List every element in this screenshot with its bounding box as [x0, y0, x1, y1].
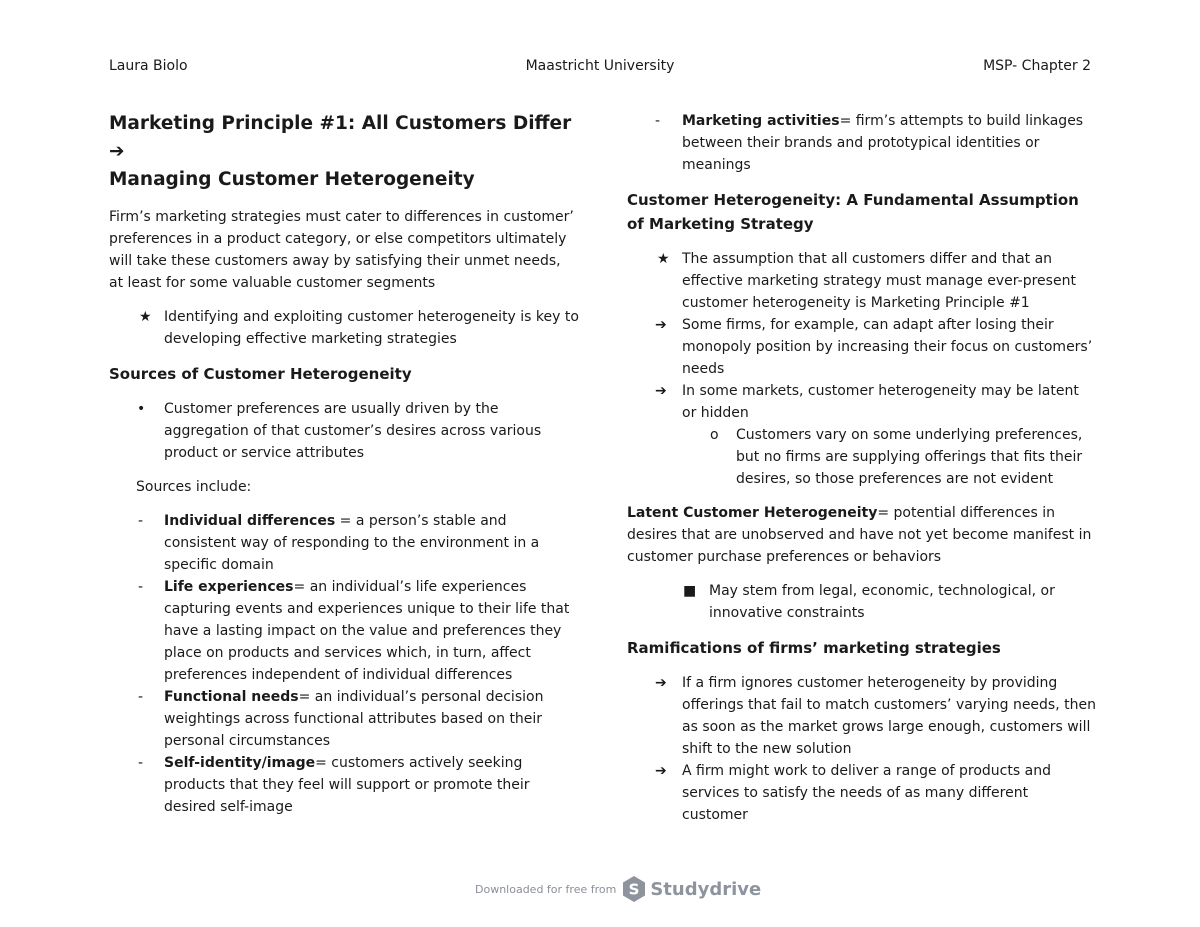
- list-item: ➔ If a firm ignores customer heterogeneity by providing offerings that fail to match customers’ varying needs, then as soon as the market grows large enough, customers will shift to the new solution: [627, 672, 1097, 760]
- studydrive-brand: Studydrive: [650, 878, 762, 900]
- arrow-icon: ➔: [655, 317, 667, 333]
- star-icon: ★: [139, 309, 152, 325]
- right-column: [627, 110, 1097, 826]
- dash-icon: -: [138, 513, 144, 529]
- downloaded-label: Downloaded for free from: [475, 882, 617, 896]
- left-column: [109, 110, 579, 818]
- square-bullet-icon: ■: [683, 583, 697, 599]
- dash-icon: -: [138, 755, 144, 771]
- list-item: ➔ A firm might work to deliver a range of products and services to satisfy the needs of as many different customer: [627, 760, 1097, 826]
- definitions-list: [109, 510, 579, 818]
- definition-item: - Marketing activities= firm’s attempts to build linkages between their brands and prototypical identities or meanings: [627, 110, 1097, 176]
- list-item: ➔ Some firms, for example, can adapt after losing their monopoly position by increasing their focus on customers’ needs: [627, 314, 1097, 380]
- studydrive-logo-icon: [622, 875, 646, 903]
- header-university: Maastricht University: [525, 58, 675, 74]
- header-chapter: MSP- Chapter 2: [983, 58, 1091, 74]
- header-author: Laura Biolo: [109, 58, 188, 74]
- list-item: ■ May stem from legal, economic, technological, or innovative constraints: [627, 580, 1097, 624]
- list-item: • Customer preferences are usually driven by the aggregation of that customer’s desires across various product or service attributes: [109, 398, 579, 464]
- definition-item: - Functional needs= an individual’s personal decision weightings across functional attributes based on their personal circumstances: [109, 686, 579, 752]
- definition-item: - Individual differences = a person’s stable and consistent way of responding to the environment in a specific domain: [109, 510, 579, 576]
- circle-bullet-icon: o: [710, 427, 719, 443]
- sources-include-label: Sources include:: [136, 479, 252, 495]
- arrow-icon: ➔: [655, 763, 667, 779]
- footer-watermark: [475, 872, 761, 906]
- star-icon: ★: [657, 251, 670, 267]
- list-item: ★ Identifying and exploiting customer heterogeneity is key to developing effective marketing strategies: [109, 306, 579, 350]
- list-item: ➔ In some markets, customer heterogeneity may be latent or hidden: [627, 380, 1097, 424]
- section-heading-fundamental: Customer Heterogeneity: A Fundamental Assumption of Marketing Strategy: [627, 191, 1079, 233]
- latent-definition: Latent Customer Heterogeneity= potential differences in desires that are unobserved and have not yet become manifest in customer purchase preferences or behaviors: [627, 505, 1092, 565]
- dash-icon: -: [655, 113, 661, 129]
- principle-title: Marketing Principle #1: All Customers Differ ➔ Managing Customer Heterogeneity: [109, 113, 572, 190]
- section-heading-ramifications: Ramifications of firms’ marketing strategies: [627, 639, 1001, 657]
- logo-letter: S: [628, 880, 640, 899]
- definition-item: - Life experiences= an individual’s life experiences capturing events and experiences unique to their life that have a lasting impact on the value and preferences they place on products and services which, in turn, affect preferences independent of individual differences: [109, 576, 579, 686]
- list-item: ★ The assumption that all customers differ and that an effective marketing strategy must manage ever-present customer heterogeneity is Marketing Principle #1: [627, 248, 1097, 314]
- dash-icon: -: [138, 579, 144, 595]
- sub-list-item: o Customers vary on some underlying preferences, but no firms are supplying offerings that fits their desires, so those preferences are not evident: [627, 424, 1097, 490]
- intro-paragraph: Firm’s marketing strategies must cater to differences in customer’ preferences in a product category, or else competitors ultimately will take these customers away by satisfying their unmet needs, at least for some valuable customer segments: [109, 209, 574, 291]
- dash-icon: -: [138, 689, 144, 705]
- section-heading-sources: Sources of Customer Heterogeneity: [109, 365, 412, 383]
- arrow-icon: ➔: [655, 675, 667, 691]
- bullet-icon: •: [137, 401, 146, 417]
- arrow-icon: ➔: [655, 383, 667, 399]
- definition-item: - Self-identity/image= customers actively seeking products that they feel will support or promote their desired self-image: [109, 752, 579, 818]
